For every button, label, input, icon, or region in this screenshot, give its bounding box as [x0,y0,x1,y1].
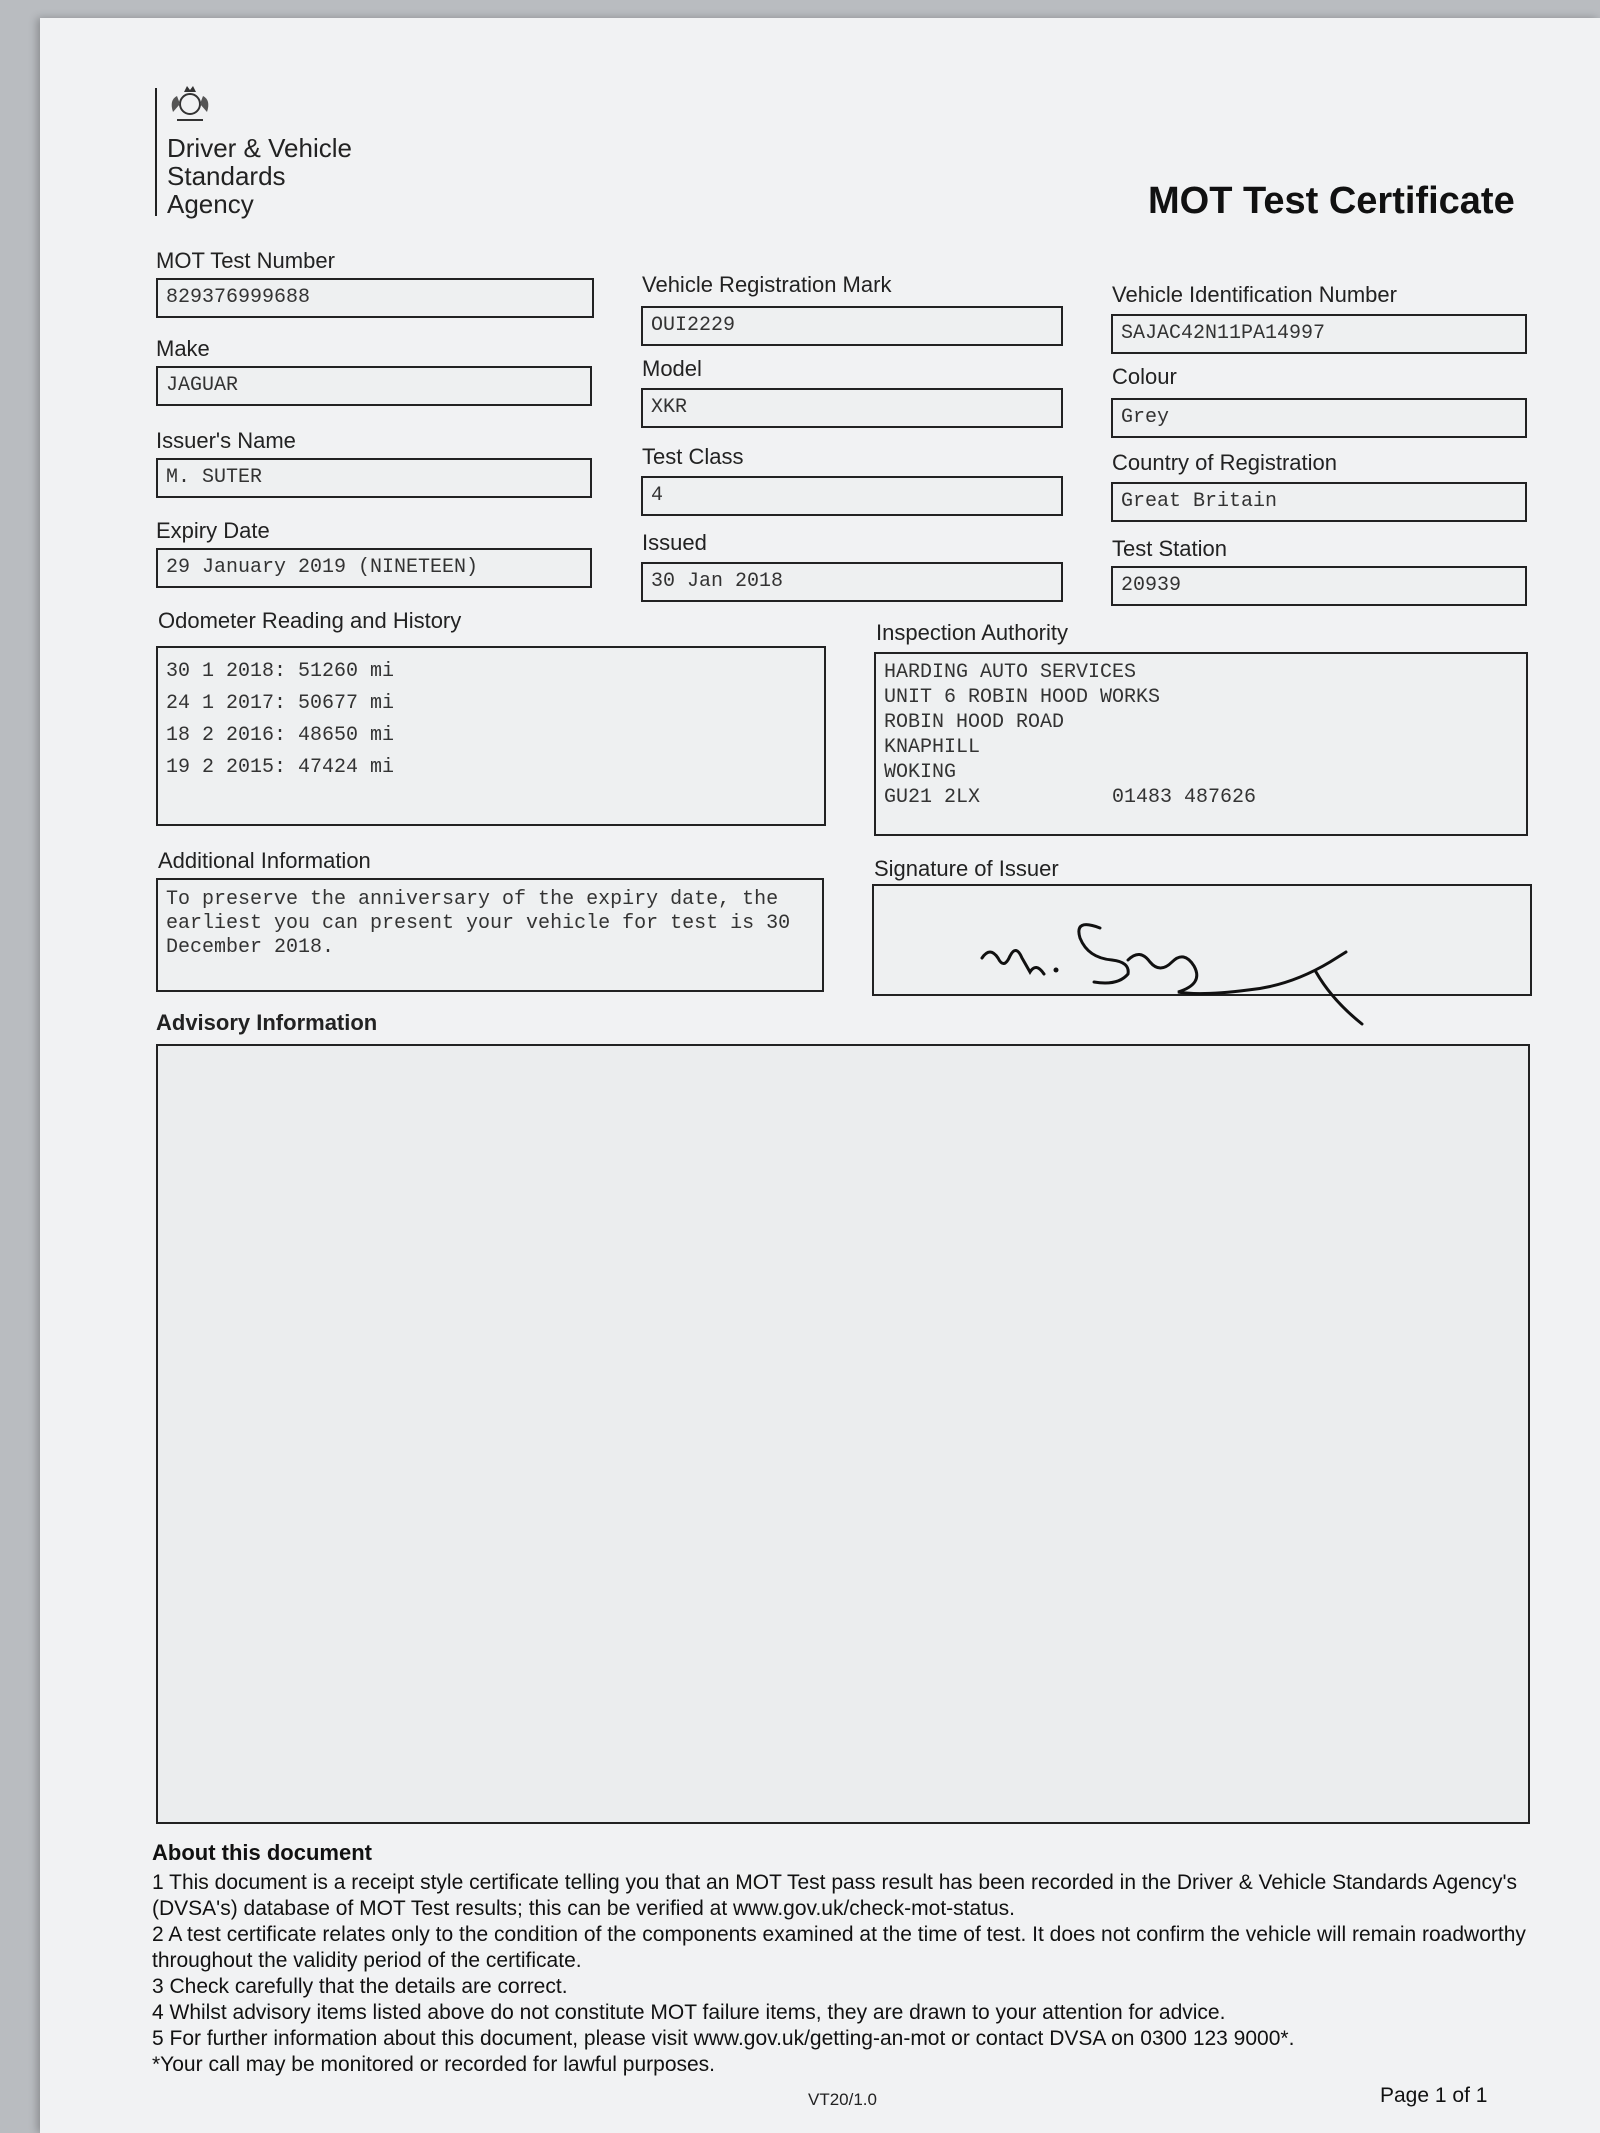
inspection-authority-label: Inspection Authority [876,620,1069,645]
vrm-label: Vehicle Registration Mark [642,272,892,297]
about-section [152,1840,1552,2078]
country-label: Country of Registration [1112,450,1337,475]
odometer-reading: 18 2 2016: 48650 mi [166,724,395,747]
address-line: HARDING AUTO SERVICES [884,661,1137,684]
test-station-label: Test Station [1112,536,1227,561]
country-field: Great Britain [1111,482,1527,522]
vrm-field: OUI2229 [641,306,1063,346]
advisory-label: Advisory Information [156,1010,378,1035]
additional-info-label: Additional Information [158,848,371,873]
test-class-field: 4 [641,476,1063,516]
page-number: Page 1 of 1 [1380,2084,1488,2107]
mot-test-number-label: MOT Test Number [156,248,335,273]
about-item: 5 For further information about this document, please visit www.gov.uk/getting-an-mot or contact DVSA on 0300 123 9000*. [152,2027,1295,2050]
colour-label: Colour [1112,364,1177,389]
issued-label: Issued [642,530,707,555]
about-item: 3 Check carefully that the details are correct. [152,1975,568,1998]
expiry-date-label: Expiry Date [156,518,270,543]
model-label: Model [642,356,702,381]
issuer-name-label: Issuer's Name [156,428,296,453]
odometer-reading: 24 1 2017: 50677 mi [166,692,395,715]
address-line: GU21 2LX 01483 487626 [884,786,1257,809]
signature-label: Signature of Issuer [874,856,1059,881]
odometer-reading: 19 2 2015: 47424 mi [166,756,395,779]
about-item: 4 Whilst advisory items listed above do not constitute MOT failure items, they are drawn to your attention for advice. [152,2001,1226,2024]
expiry-date-field: 29 January 2019 (NINETEEN) [156,548,592,588]
vin-field: SAJAC42N11PA14997 [1111,314,1527,354]
odometer-history [156,646,826,826]
dvsa-logo [153,82,413,222]
vin-label: Vehicle Identification Number [1112,282,1397,307]
make-label: Make [156,336,210,361]
odometer-label: Odometer Reading and History [158,608,462,633]
form-code: VT20/1.0 [808,2090,877,2109]
about-footnote: *Your call may be monitored or recorded for lawful purposes. [152,2053,716,2076]
colour-field: Grey [1111,398,1527,438]
address-line: ROBIN HOOD ROAD [884,711,1065,734]
mot-test-number-field: 829376999688 [156,278,594,318]
address-line: KNAPHILL [884,736,981,759]
additional-info-text: To preserve the anniversary of the expiry date, the earliest you can present your vehicle for test is 30 December 2018. [156,878,824,992]
signature-box [872,884,1532,996]
about-title: About this document [152,1840,372,1865]
royal-crest-icon [165,82,215,126]
agency-name: Driver & Vehicle Standards Agency [167,133,352,219]
make-field: JAGUAR [156,366,592,406]
about-item: 2 A test certificate relates only to the condition of the components examined at the time of test. It does not confirm the vehicle will remain roadworthy throughout the validity period of the certificate. [152,1923,1526,1972]
test-station-field: 20939 [1111,566,1527,606]
address-line: WOKING [884,761,957,784]
page-title: MOT Test Certificate [1148,180,1515,222]
odometer-reading: 30 1 2018: 51260 mi [166,660,395,683]
issued-field: 30 Jan 2018 [641,562,1063,602]
issuer-name-field: M. SUTER [156,458,592,498]
logo-rule [155,88,157,216]
test-class-label: Test Class [642,444,744,469]
address-line: UNIT 6 ROBIN HOOD WORKS [884,686,1161,709]
about-item: 1 This document is a receipt style certificate telling you that an MOT Test pass result has been recorded in the Driver & Vehicle Standards Agency's (DVSA's) database of MOT Test results; this can be verified at www.gov.uk/check-mot-status. [152,1871,1518,1920]
inspection-authority-address [874,652,1528,836]
advisory-box [156,1044,1530,1824]
model-field: XKR [641,388,1063,428]
